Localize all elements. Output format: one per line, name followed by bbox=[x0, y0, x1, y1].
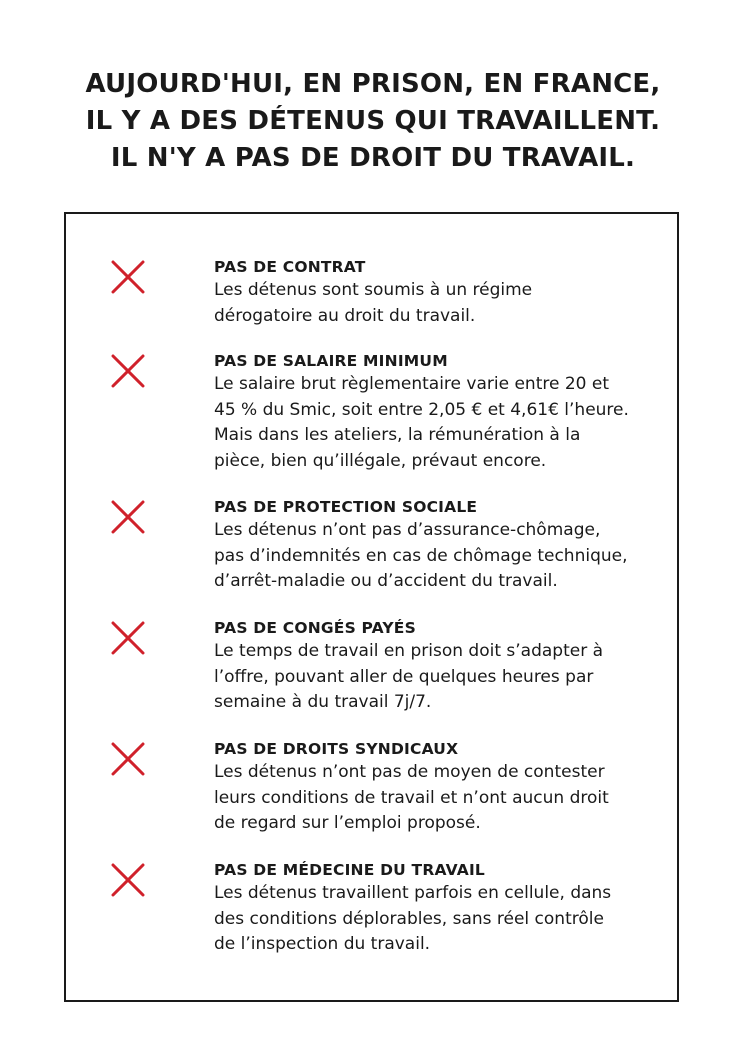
item-line: semaine à du travail 7j/7. bbox=[214, 692, 432, 712]
item-heading: PAS DE CONTRAT bbox=[214, 258, 366, 276]
page-title bbox=[0, 66, 746, 177]
item-text bbox=[214, 350, 664, 474]
item-text bbox=[214, 617, 664, 716]
item-heading: PAS DE SALAIRE MINIMUM bbox=[214, 352, 448, 370]
item-heading: PAS DE CONGÉS PAYÉS bbox=[214, 619, 416, 637]
item-line: Les détenus n’ont pas d’assurance-chômage, bbox=[214, 520, 601, 540]
red-cross-icon bbox=[108, 257, 148, 297]
item-line: Les détenus travaillent parfois en cellule, dans bbox=[214, 883, 612, 903]
info-box bbox=[64, 212, 679, 1002]
red-cross-icon bbox=[108, 497, 148, 537]
item-text bbox=[214, 256, 664, 329]
item-text bbox=[214, 859, 664, 958]
item-line: dérogatoire au droit du travail. bbox=[214, 305, 476, 326]
item-line: Le salaire brut règlementaire varie entre 20 et bbox=[214, 374, 609, 394]
red-cross-icon bbox=[108, 351, 148, 391]
item-line: d’arrêt-maladie ou d’accident du travail. bbox=[214, 571, 558, 591]
item-line: l’offre, pouvant aller de quelques heures par bbox=[214, 666, 594, 687]
item-heading: PAS DE PROTECTION SOCIALE bbox=[214, 498, 478, 516]
red-cross-icon bbox=[108, 860, 148, 900]
item-line: de regard sur l’emploi proposé. bbox=[214, 813, 481, 833]
title-line-3: IL N'Y A PAS DE DROIT DU TRAVAIL. bbox=[110, 143, 636, 173]
item-line: pièce, bien qu’illégale, prévaut encore. bbox=[214, 450, 547, 471]
red-cross-icon bbox=[108, 618, 148, 658]
red-cross-icon bbox=[108, 739, 148, 779]
item-line: Mais dans les ateliers, la rémunération à la bbox=[214, 425, 581, 445]
item-line: leurs conditions de travail et n’ont aucun droit bbox=[214, 787, 609, 808]
item-line: Les détenus sont soumis à un régime bbox=[214, 280, 533, 300]
item-line: 45 % du Smic, soit entre 2,05 € et 4,61€ l’heure. bbox=[214, 399, 629, 420]
item-line: des conditions déplorables, sans réel contrôle bbox=[214, 908, 604, 929]
item-line: de l’inspection du travail. bbox=[214, 934, 431, 954]
item-line: Le temps de travail en prison doit s’adapter à bbox=[214, 641, 603, 661]
title-line-2: IL Y A DES DÉTENUS QUI TRAVAILLENT. bbox=[85, 106, 661, 136]
item-line: pas d’indemnités en cas de chômage technique, bbox=[214, 545, 628, 566]
title-line-1: AUJOURD'HUI, EN PRISON, EN FRANCE, bbox=[85, 69, 661, 99]
item-line: Les détenus n’ont pas de moyen de contester bbox=[214, 762, 605, 782]
item-heading: PAS DE MÉDECINE DU TRAVAIL bbox=[214, 861, 485, 879]
item-text bbox=[214, 738, 664, 837]
item-text bbox=[214, 496, 664, 595]
item-heading: PAS DE DROITS SYNDICAUX bbox=[214, 740, 459, 758]
